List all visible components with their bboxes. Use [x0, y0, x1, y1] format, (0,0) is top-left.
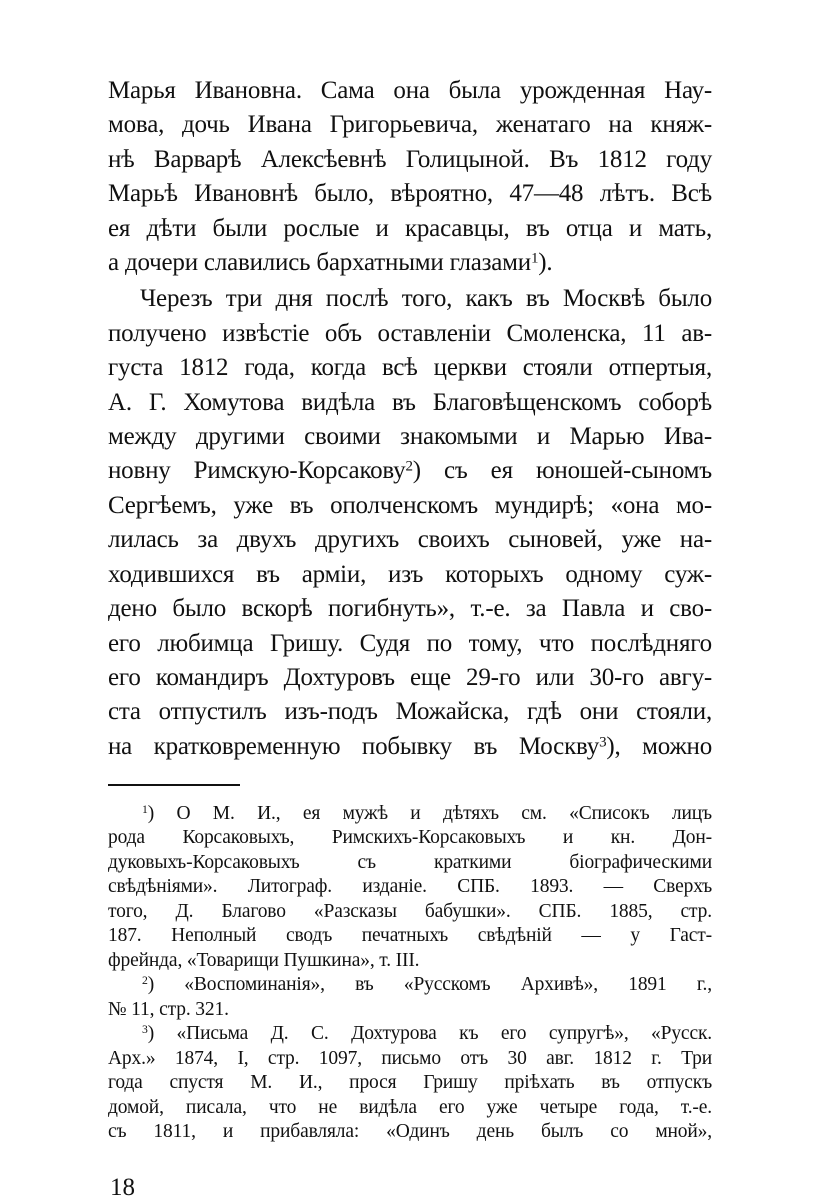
paragraph-line: [108, 351, 712, 385]
footnote-line: [108, 924, 712, 949]
footnote-marker: 2: [142, 974, 148, 988]
line-text: а дочери славились бархатными глазами: [108, 249, 531, 277]
paragraph-line: [108, 74, 712, 108]
line-text: дено было вскорѣ погибнуть», т.-е. за Павла и сво-: [108, 595, 712, 623]
paragraph-line: [108, 454, 712, 488]
paragraph-line: [108, 177, 712, 211]
line-text: ходившихся въ арміи, изъ которыхъ одному суж-: [108, 560, 712, 588]
footnote-line: [108, 851, 712, 876]
line-text: рода Корсаковыхъ, Римскихъ-Корсаковыхъ и кн. Дон-: [108, 827, 712, 849]
footnote-marker: 1: [142, 802, 148, 816]
line-text: Сергѣемъ, уже въ ополченскомъ мундирѣ; «она мо-: [108, 491, 712, 519]
line-text: ) «Воспоминанія», въ «Русскомъ Архивѣ», 1891 г.,: [147, 974, 712, 996]
footnote-line: [108, 1120, 712, 1145]
line-text-after: ) съ ея юношей-сыномъ: [412, 457, 712, 485]
footnote-reference: 3: [599, 734, 607, 751]
line-text: дуковыхъ-Корсаковыхъ съ краткими біографическими: [108, 851, 712, 873]
footnote-line: [108, 949, 712, 974]
footnote-line: [108, 1096, 712, 1121]
line-text: его любимца Гришу. Судя по тому, что послѣдняго: [108, 629, 712, 657]
line-text: 187. Неполный сводъ печатныхъ свѣдѣній — у Гаст-: [108, 925, 712, 947]
footnote-line: [108, 1022, 712, 1047]
main-text: [108, 74, 712, 764]
line-text: домой, писала, что не видѣла его уже четыре года, т.-е.: [108, 1096, 712, 1118]
footnote-divider: [108, 784, 240, 786]
paragraph-line: [108, 489, 712, 523]
line-text: года спустя М. И., прося Гришу пріѣхать въ отпускъ: [108, 1072, 712, 1094]
paragraph-line: [108, 558, 712, 592]
page-number: 18: [110, 1173, 135, 1201]
paragraph-line: [108, 386, 712, 420]
paragraph-line: [108, 523, 712, 557]
paragraph-line: [108, 592, 712, 626]
line-text: № 11, стр. 321.: [108, 998, 229, 1020]
footnote-line: [108, 998, 712, 1023]
line-text: Арх.» 1874, I, стр. 1097, письмо отъ 30 авг. 1812 г. Три: [108, 1047, 712, 1069]
paragraph-line: [108, 420, 712, 454]
footnote-line: [108, 826, 712, 851]
paragraph-line: [108, 282, 712, 316]
line-text: ) О М. И., ея мужѣ и дѣтяхъ см. «Списокъ лицъ: [147, 802, 712, 824]
footnote-marker: 3: [142, 1023, 148, 1037]
footnote-line: [108, 900, 712, 925]
line-text: получено извѣстіе объ оставленіи Смоленска, 11 ав-: [108, 319, 712, 347]
line-text: между другими своими знакомыми и Марью Ива-: [108, 423, 712, 451]
line-text-after: ), можно: [606, 732, 712, 760]
paragraph-line: [108, 317, 712, 351]
line-text: ея дѣти были рослые и красавцы, въ отца и мать,: [108, 214, 712, 242]
line-text-after: ).: [538, 249, 553, 277]
footnote-line: [108, 973, 712, 998]
line-text: на кратковременную побывку въ Москву: [108, 732, 600, 760]
footnote-line: [108, 802, 712, 827]
line-text: Марьѣ Ивановнѣ было, вѣроятно, 47—48 лѣтъ. Всѣ: [108, 180, 712, 208]
paragraph-line: [108, 212, 712, 246]
line-text: ста отпустилъ изъ-подъ Можайска, гдѣ они стояли,: [108, 698, 712, 726]
footnote-line: [108, 875, 712, 900]
paragraph-line: [108, 108, 712, 142]
footnote-line: [108, 1071, 712, 1096]
footnotes: [108, 802, 712, 1145]
line-text: ) «Письма Д. С. Дохтурова къ его супругѣ», «Русск.: [147, 1023, 712, 1045]
line-text: нѣ Варварѣ Алексѣевнѣ Голицыной. Въ 1812 году: [108, 145, 712, 173]
line-text: Марья Ивановна. Сама она была урожденная Нау-: [108, 77, 712, 104]
line-text: мова, дочь Ивана Григорьевича, женатаго на княж-: [108, 111, 712, 139]
paragraph-line: [108, 627, 712, 661]
line-text: новну Римскую-Корсакову: [108, 457, 406, 485]
line-text: А. Г. Хомутова видѣла въ Благовѣщенскомъ соборѣ: [108, 388, 712, 416]
line-text: лилась за двухъ другихъ своихъ сыновей, уже на-: [108, 526, 712, 554]
paragraph-line: [108, 143, 712, 177]
line-text: фрейнда, «Товарищи Пушкина», т. III.: [108, 949, 420, 971]
line-text: того, Д. Благово «Разсказы бабушки». СПБ. 1885, стр.: [108, 900, 712, 922]
line-text: его командиръ Дохтуровъ еще 29-го или 30-го авгу-: [108, 663, 712, 691]
line-text: свѣдѣніями». Литограф. изданіе. СПБ. 1893. — Сверхъ: [108, 876, 712, 898]
line-text: густа 1812 года, когда всѣ церкви стояли отпертыя,: [108, 354, 712, 382]
paragraph-line: [108, 661, 712, 695]
footnote-reference: 1: [530, 250, 539, 267]
paragraph-line: [108, 730, 712, 764]
line-text: съ 1811, и прибавляла: «Одинъ день былъ со мной»,: [108, 1121, 712, 1143]
line-text: Черезъ три дня послѣ того, какъ въ Москвѣ было: [140, 285, 712, 313]
footnote-line: [108, 1047, 712, 1072]
paragraph-line: [108, 246, 712, 280]
paragraph-line: [108, 695, 712, 729]
footnote-reference: 2: [405, 458, 413, 475]
